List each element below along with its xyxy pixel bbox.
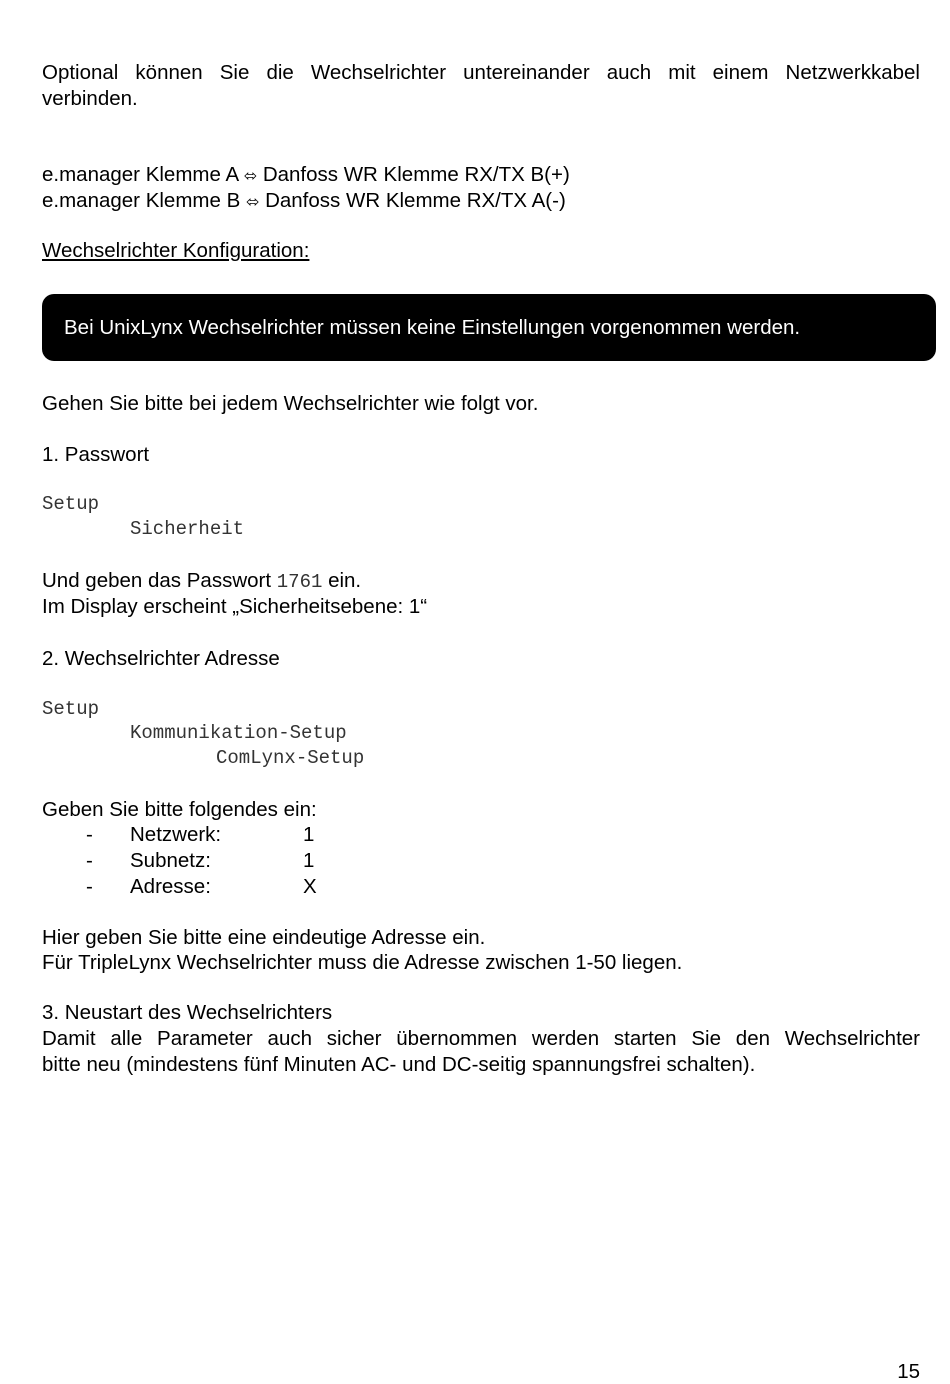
page-number: 15 [897, 1360, 920, 1383]
step1-title: 1. Passwort [42, 443, 150, 466]
note-box: Bei UnixLynx Wechselrichter müssen keine Einstellungen vorgenommen werden. [42, 294, 936, 361]
step2-menu-comlynx: ComLynx-Setup [216, 747, 365, 769]
step3-paragraph [42, 1026, 920, 1078]
step2-menu-setup: Setup [42, 698, 100, 720]
step3-line-1: Damit alle Parameter auch sicher übernommen werden starten Sie den Wechselrichter [42, 1027, 920, 1050]
procedure-intro: Gehen Sie bitte bei jedem Wechselrichter wie folgt vor. [42, 392, 539, 415]
double-arrow-icon: ⬄ [243, 166, 258, 185]
step1-display-text: Im Display erscheint „Sicherheitsebene: 1“ [42, 595, 428, 618]
intro-line-2: verbinden. [42, 87, 138, 110]
intro-paragraph [42, 60, 920, 112]
step3-line-2: bitte neu (mindestens fünf Minuten AC- und DC-seitig spannungsfrei schalten). [42, 1053, 756, 1076]
password-value: 1761 [276, 571, 323, 593]
step1-menu-sicherheit: Sicherheit [130, 518, 245, 540]
step1-menu-setup: Setup [42, 493, 100, 515]
intro-line-1: Optional können Sie die Wechselrichter untereinander auch mit einem Netzwerkkabel [42, 61, 920, 84]
wiring-line-a: e.manager Klemme A ⬄ Danfoss WR Klemme RX/TX B(+) [42, 163, 570, 186]
wiring-line-b: e.manager Klemme B ⬄ Danfoss WR Klemme RX/TX A(-) [42, 189, 566, 212]
double-arrow-icon: ⬄ [245, 192, 260, 211]
step3-title: 3. Neustart des Wechselrichters [42, 1001, 333, 1024]
step2-input-intro: Geben Sie bitte folgendes ein: [42, 798, 317, 821]
step1-password-line: Und geben das Passwort 1761 ein. [42, 569, 362, 593]
config-heading: Wechselrichter Konfiguration: [42, 239, 310, 262]
step2-hint-2: Für TripleLynx Wechselrichter muss die Adresse zwischen 1-50 liegen. [42, 951, 683, 974]
step2-title: 2. Wechselrichter Adresse [42, 647, 280, 670]
step2-menu-kommunikation: Kommunikation-Setup [130, 722, 347, 744]
step2-hint-1: Hier geben Sie bitte eine eindeutige Adresse ein. [42, 926, 486, 949]
